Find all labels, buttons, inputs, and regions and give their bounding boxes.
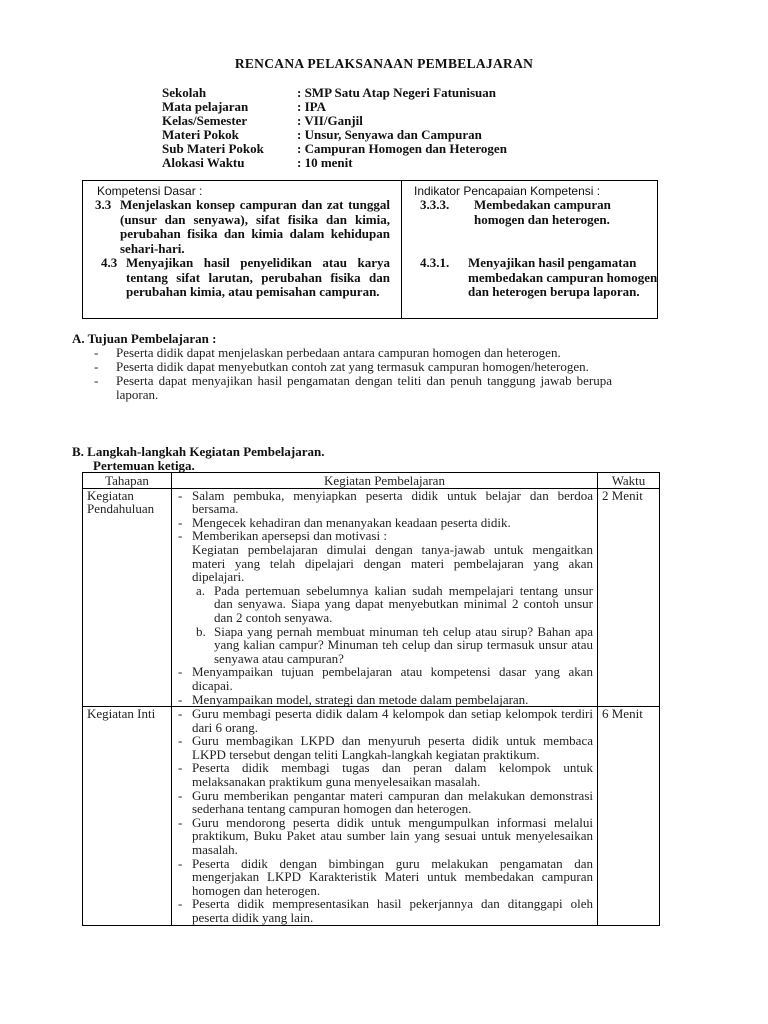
list-item: - Guru membagikan LKPD dan menyuruh peserta didik untuk membaca LKPD tersebut dengan teliti Langkah-langkah kegiatan praktikum. [176,734,593,761]
identity-row [162,128,507,142]
identity-key: Alokasi Waktu [162,155,245,170]
item-text: Siapa yang pernah membuat minuman teh celup atau sirup? Bahan apa yang kalian campur? Minuman teh celup dan sirup termasuk unsur atau senyawa atau campuran? [214,623,593,666]
activities-cell [172,488,598,707]
table-row [83,488,660,707]
list-item: - Peserta didik dapat menyebutkan contoh zat yang termasuk campuran homogen/heterogen. [92,360,612,374]
activity-list [176,707,593,925]
table-header-row [83,473,660,489]
activity-list [176,489,593,707]
question-list [192,584,593,666]
ipk-number: 4.3.1. [420,255,450,270]
list-item [192,625,593,666]
column-header [83,473,172,489]
list-item: - Peserta didik mempresentasikan hasil pekerjannya dan ditanggapi oleh peserta didik yang lain. [176,897,593,924]
list-item: - Menyampaikan tujuan pembelajaran atau kompetensi dasar yang akan dicapai. [176,665,593,692]
stage-cell: Kegiatan Pendahuluan [83,488,172,707]
identity-value: : 10 menit [297,155,353,170]
column-header [172,473,598,489]
identity-key: Kelas/Semester [162,113,248,128]
list-item: - Salam pembuka, menyiapkan peserta didik untuk belajar dan berdoa bersama. [176,489,593,516]
list-item: - Peserta didik dengan bimbingan guru melakukan pengamatan dan mengerjakan LKPD Karakteristik Materi untuk membedakan campuran homogen dan heterogen. [176,857,593,898]
kd-text [126,256,390,300]
list-item: - Peserta dapat menyajikan hasil pengamatan dengan teliti dan penuh tanggung jawab berupa laporan. [92,374,612,402]
list-item: - Guru membagi peserta didik dalam 4 kelompok dan setiap kelompok terdiri dari 6 orang. [176,707,593,734]
item-label: a. [196,582,206,598]
identity-row [162,114,507,128]
kd-header: Kompetensi Dasar : [97,184,203,198]
ipk-column [402,181,657,318]
section-b-heading: B. Langkah-langkah Kegiatan Pembelajaran. [72,444,325,459]
kd-number: 4.3 [101,255,118,270]
identity-row [162,100,507,114]
objectives-list [92,346,612,402]
apersepsi-paragraph: Kegiatan pembelajaran dimulai dengan tanya-jawab untuk mengaitkan materi yang telah dipelajari dengan materi pembelajaran yang akan dipelajari. [192,541,593,585]
apersepsi-title: - Memberikan apersepsi dan motivasi : [192,528,387,544]
column-header-text: Tahapan [105,473,149,488]
list-item: - Mengecek kehadiran dan menanyakan keadaan peserta didik. [176,516,593,530]
stage-cell: Kegiatan Inti [83,707,172,926]
item-text: Pada pertemuan sebelumnya kalian sudah mempelajari tentang unsur dan senyawa. Siapa yang dapat menyebutkan minimal 2 contoh unsur dan 2 contoh senyawa. [214,582,593,625]
time-cell: 6 Menit [598,707,660,926]
kd-text [120,198,390,256]
list-item [176,529,593,665]
list-item: - Peserta didik dapat menjelaskan perbedaan antara campuran homogen dan heterogen. [92,346,612,360]
ipk-number: 3.3.3. [420,197,450,212]
list-item: - Peserta didik membagi tugas dan peran dalam kelompok untuk melaksanakan praktikum guna menyelesaikan masalah. [176,761,593,788]
kd-text-content: Menyajikan hasil penyelidikan atau karya tentang sifat larutan, perubahan fisika dan perubahan kimia, atau pemisahan campuran. [126,255,390,299]
column-header-text: Waktu [611,473,646,488]
identity-row [162,156,507,170]
section-a-heading: A. Tujuan Pembelajaran : [72,331,217,346]
identity-key: Sub Materi Pokok [162,141,264,156]
ipk-text: Menyajikan hasil pengamatan membedakan campuran homogen dan heterogen berupa laporan. [468,255,658,299]
list-item: - Guru mendorong peserta didik untuk mengumpulkan informasi melalui praktikum, Buku Paket atau sumber lain yang sesuai untuk menyelesaikan masalah. [176,816,593,857]
kd-text-content: Menjelaskan konsep campuran dan zat tunggal (unsur dan senyawa), sifat fisika dan kimia, perubahan fisika dan kimia dalam kehidupan sehari-hari. [120,197,390,256]
identity-row [162,86,507,100]
ipk-text: Membedakan campuran homogen dan heterogen. [474,197,611,227]
identity-value: : VII/Ganjil [297,113,363,128]
meeting-label: Pertemuan ketiga. [93,458,195,473]
competency-box [82,180,658,319]
identity-value: : Campuran Homogen dan Heterogen [297,141,507,156]
list-item: - Guru memberikan pengantar materi campuran dan melakukan demonstrasi sederhana tentang campuran homogen dan heterogen. [176,789,593,816]
identity-key: Materi Pokok [162,127,239,142]
column-header [598,473,660,489]
page-title: RENCANA PELAKSANAAN PEMBELAJARAN [234,56,534,71]
list-item [192,584,593,625]
table-row [83,707,660,926]
activities-cell [172,707,598,926]
list-item: - Menyampaikan model, strategi dan metode dalam pembelajaran. [176,693,593,707]
identity-value: : Unsur, Senyawa dan Campuran [297,127,482,142]
column-header-text: Kegiatan Pembelajaran [324,473,445,488]
identity-value: : IPA [297,99,327,114]
ipk-header: Indikator Pencapaian Kompetensi : [414,184,601,198]
kd-number: 3.3 [95,197,112,212]
identity-table [162,86,507,170]
item-label: b. [196,623,206,639]
identity-key: Mata pelajaran [162,99,249,114]
identity-value: : SMP Satu Atap Negeri Fatunisuan [297,85,496,100]
identity-key: Sekolah [162,85,207,100]
time-cell: 2 Menit [598,488,660,707]
identity-row [162,142,507,156]
kd-column [83,181,402,318]
activities-table [82,472,660,926]
